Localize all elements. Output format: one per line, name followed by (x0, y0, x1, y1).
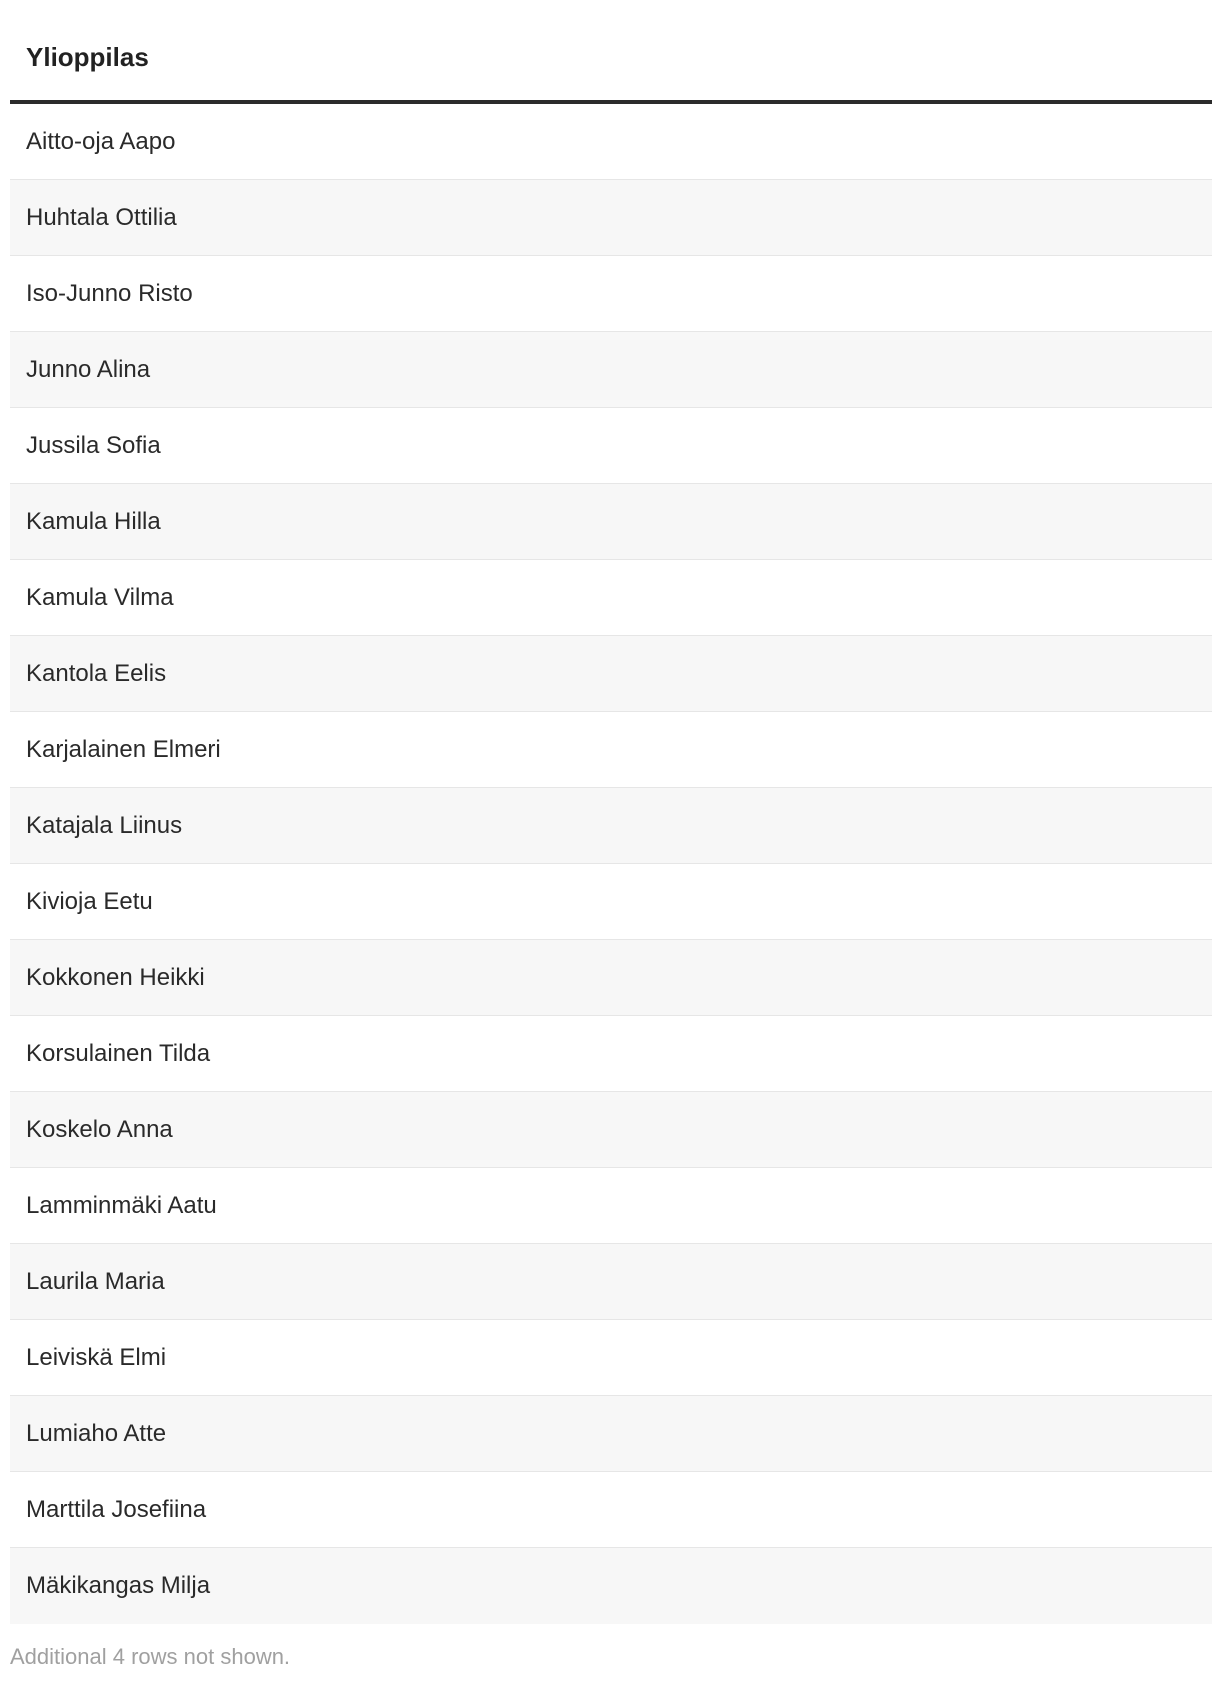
table-row (10, 104, 1212, 180)
table-row (10, 1016, 1212, 1092)
student-name-cell: Kivioja Eetu (26, 887, 153, 915)
student-name-cell: Katajala Liinus (26, 811, 183, 839)
column-header-ylioppilas[interactable]: Ylioppilas (26, 41, 149, 72)
table-row (10, 864, 1212, 940)
table-row (10, 1396, 1212, 1472)
student-name-cell: Kantola Eelis (26, 659, 167, 687)
student-name-cell: Mäkikangas Milja (26, 1572, 211, 1599)
student-name-cell: Laurila Maria (26, 1267, 165, 1295)
rows-hidden-note: Additional 4 rows not shown. (10, 1644, 291, 1669)
table-row (10, 332, 1212, 408)
student-name-cell: Kamula Hilla (26, 507, 161, 535)
student-name-cell: Huhtala Ottilia (26, 203, 177, 231)
table-row (10, 484, 1212, 560)
student-name-cell: Karjalainen Elmeri (26, 735, 221, 763)
table-row (10, 788, 1212, 864)
student-name-cell: Leiviskä Elmi (26, 1343, 167, 1371)
table-row (10, 1168, 1212, 1244)
student-name-cell: Lamminmäki Aatu (26, 1191, 217, 1219)
student-name-cell: Korsulainen Tilda (26, 1039, 211, 1067)
student-name-cell: Koskelo Anna (26, 1115, 173, 1143)
student-name-cell: Aitto-oja Aapo (26, 127, 176, 155)
table-row (10, 1548, 1212, 1624)
student-name-cell: Jussila Sofia (26, 431, 161, 459)
table-row (10, 1320, 1212, 1396)
table-row (10, 1244, 1212, 1320)
table-row (10, 1092, 1212, 1168)
table-header (10, 0, 1212, 104)
table-row (10, 408, 1212, 484)
table-row (10, 636, 1212, 712)
table-row (10, 560, 1212, 636)
student-name-cell: Lumiaho Atte (26, 1419, 167, 1447)
table-row (10, 712, 1212, 788)
table-body (10, 104, 1212, 1624)
student-name-cell: Iso-Junno Risto (26, 279, 193, 307)
table-row (10, 256, 1212, 332)
student-name-cell: Marttila Josefiina (26, 1495, 207, 1523)
table-row (10, 1472, 1212, 1548)
students-table (10, 0, 1212, 1624)
student-name-cell: Junno Alina (26, 355, 151, 383)
table-row (10, 940, 1212, 1016)
table-row (10, 180, 1212, 256)
student-name-cell: Kokkonen Heikki (26, 963, 205, 991)
student-name-cell: Kamula Vilma (26, 583, 174, 611)
